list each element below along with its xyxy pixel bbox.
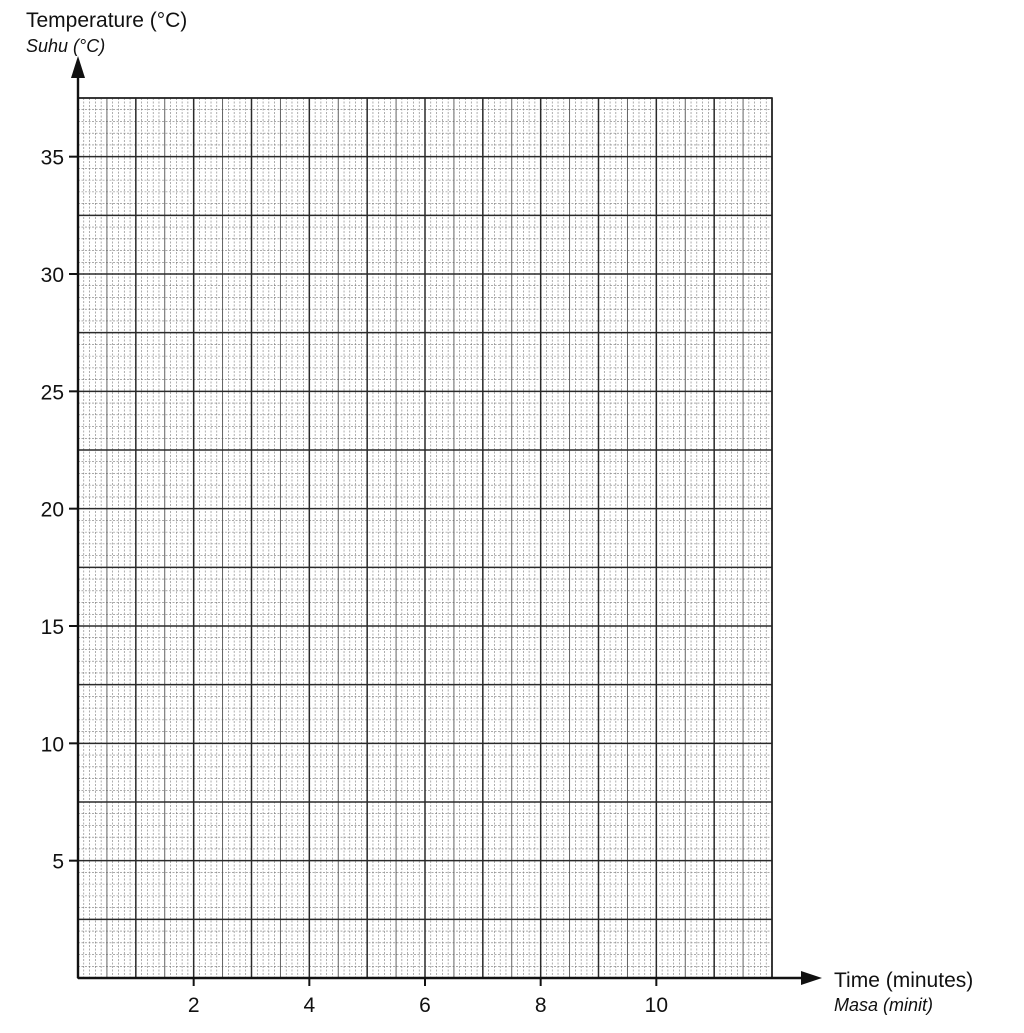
- y-axis-label: Temperature (°C): [26, 9, 188, 32]
- y-axis-ticks: [41, 147, 78, 874]
- x-tick-label: 6: [419, 994, 431, 1017]
- y-tick-label: 15: [40, 616, 64, 639]
- x-tick-label: 8: [534, 994, 547, 1017]
- graph-grid: [78, 98, 772, 978]
- x-axis-arrow: [801, 971, 822, 985]
- x-axis-label: Time (minutes): [834, 969, 974, 992]
- y-tick-label: 5: [52, 850, 64, 874]
- y-tick-label: 35: [40, 146, 64, 170]
- x-axis-ticks: [188, 978, 668, 1017]
- x-tick-label: 4: [303, 994, 316, 1017]
- y-tick-label: 10: [40, 733, 64, 757]
- y-axis-label-sub: Suhu (°C): [26, 36, 106, 56]
- x-tick-label: 2: [187, 994, 200, 1017]
- x-tick-label: 10: [644, 994, 669, 1017]
- y-axis-arrow: [71, 56, 85, 78]
- x-axis-label-sub: Masa (minit): [834, 995, 934, 1015]
- y-tick-label: 25: [40, 381, 64, 405]
- y-tick-label: 30: [40, 264, 64, 287]
- y-tick-label: 20: [40, 498, 64, 522]
